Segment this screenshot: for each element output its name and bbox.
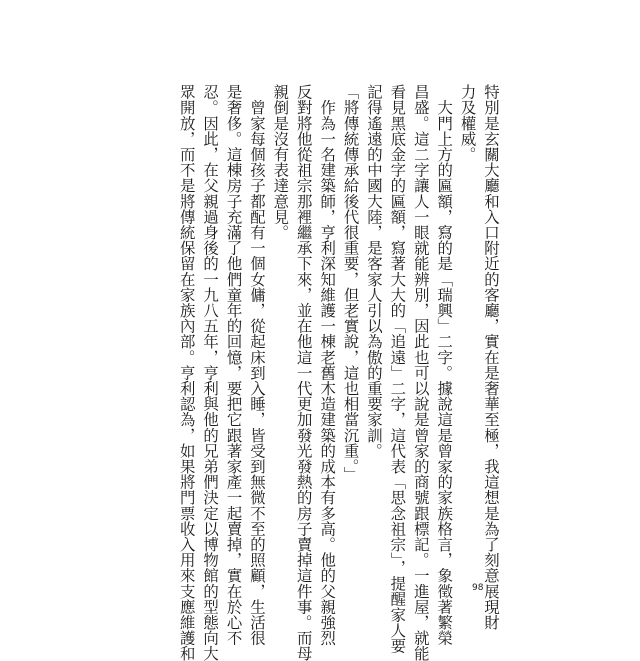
text-column: 力及權威。 xyxy=(458,84,477,162)
text-column: 作為一名建築師，亨利深知維護一棟老舊木造建築的成本有多高。他的父親強烈 xyxy=(318,84,337,646)
text-column: 忍。因此，在父親過身後的一九八五年，亨利與他的兄弟們決定以博物館的型態向大 xyxy=(201,84,220,661)
text-column: 記得遙遠的中國大陸，是客家人引以為傲的重要家訓。 xyxy=(364,84,383,459)
text-column: 看見黑底金字的匾額，寫著大大的「追遠」二字，這代表「思念祖宗」，提醒家人要 xyxy=(388,84,407,654)
text-column: 昌盛。這二字讓人一眼就能辨別，因此也可以說是曾家的商號跟標記。一進屋，就能 xyxy=(411,84,430,661)
text-column: 曾家每個孩子都配有一個女傭，從起床到入睡，皆受到無微不至的照顧，生活很 xyxy=(247,84,266,646)
body-text xyxy=(130,84,502,661)
text-column: 「將傳統傳承給後代很重要，但老實說，這也相當沉重。」 xyxy=(341,84,360,482)
text-column: 反對將他從祖宗那裡繼承下來，並在他這一代更加發光發熱的房子賣掉這件事。而母 xyxy=(294,84,313,661)
text-column: 親倒是沒有表達意見。 xyxy=(271,84,290,240)
text-column: 大門上方的匾額，寫的是「瑞興」二字。據說這是曾家的家族格言，象徵著繁榮 xyxy=(435,84,454,646)
page-number: 98 xyxy=(472,583,484,593)
text-column: 是奢侈。這棟房子充滿了他們童年的回憶，要把它跟著家產一起賣掉，實在於心不 xyxy=(224,84,243,646)
text-column: 眾開放，而不是將傳統保留在家族內部。亨利認為，如果將門票收入用來支應維護和 xyxy=(177,84,196,661)
text-column: 特別是玄關大廳和入口附近的客廳，實在是奢華至極，我這想是為了刻意展現財 xyxy=(482,84,500,630)
